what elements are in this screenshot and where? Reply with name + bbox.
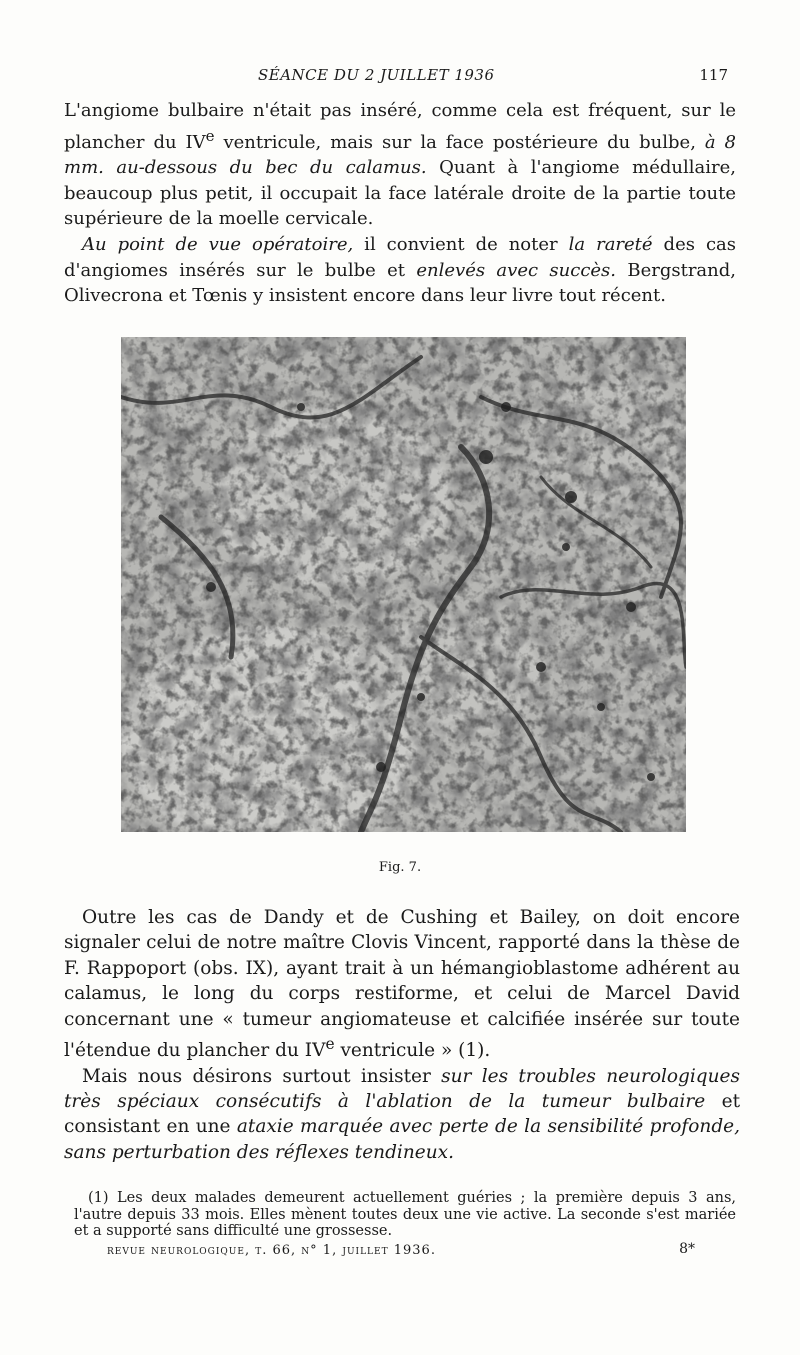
text-run: il convient de noter: [353, 233, 569, 255]
text-run: ventricule, mais sur la face postérieure du bulbe,: [214, 131, 705, 153]
micrograph-figure: [121, 337, 686, 832]
signature-mark: 8*: [679, 1241, 695, 1257]
micrograph-image: [121, 337, 686, 832]
running-title: SÉANCE DU 2 JUILLET 1936: [258, 66, 495, 84]
body-text-top: [64, 98, 736, 309]
text-run: et consistant en une: [64, 1091, 740, 1138]
body-text-bottom: [64, 905, 740, 1165]
text-run: L'angiome bulbaire n'était pas inséré, comme cela est fréquent, sur le plancher du IV: [64, 100, 736, 153]
text-run: Mais nous désirons surtout insister: [82, 1065, 442, 1087]
page-number: 117: [699, 66, 728, 84]
italic-run: la rareté: [568, 233, 653, 255]
superscript: e: [325, 1035, 335, 1054]
italic-run: Au point de vue opératoire,: [82, 233, 354, 255]
running-header: [0, 66, 800, 86]
text-run: Bergstrand, Olivecrona et Tœnis y insistent encore dans leur livre tout récent.: [64, 259, 736, 307]
italic-run: enlevés avec succès.: [416, 259, 617, 281]
italic-run: ataxie marquée avec perte de la sensibilité profonde, sans perturbation des réflexes tendineux.: [64, 1116, 740, 1163]
figure-caption: Fig. 7.: [378, 860, 422, 875]
page-footer: [107, 1241, 707, 1263]
text-run: des cas d'angiomes insérés sur le bulbe et: [64, 233, 736, 281]
text-run: ventricule » (1).: [334, 1040, 491, 1062]
paragraph-angiome: [64, 98, 736, 232]
footnote: [74, 1190, 736, 1240]
paragraph-cases: [64, 905, 740, 1064]
italic-run: sur les troubles neurologiques très spéciaux consécutifs à l'ablation de la tumeur bulbaire: [64, 1065, 740, 1112]
journal-citation: revue neurologique, t. 66, n° 1, juillet 1936.: [107, 1243, 436, 1258]
italic-run: à 8 mm. au-dessous du bec du calamus.: [64, 131, 736, 179]
text-run: Outre les cas de Dandy et de Cushing et Bailey, on doit encore signaler celui de notre maître Clovis Vincent, rapporté dans la thèse de F. Rappoport (obs. IX), ayant trait à un hémangioblastome adhérent au calamus, le long du corps restiforme, et celui de Marcel David concernant une « tumeur angiomateuse et calcifiée insérée sur toute l'étendue du plancher du IV: [64, 907, 740, 1062]
paragraph-troubles: [64, 1064, 740, 1166]
footnote-text: (1) Les deux malades demeurent actuellement guéries ; la première depuis 3 ans, l'autre depuis 33 mois. Elles mènent toutes deux une vie active. La seconde s'est mariée et a supporté sans difficulté une grossesse.: [74, 1190, 736, 1239]
paragraph-operatoire: [64, 232, 736, 309]
text-run: Quant à l'angiome médullaire, beaucoup plus petit, il occupait la face latérale droite de la partie toute supérieure de la moelle cervicale.: [64, 157, 736, 230]
superscript: e: [205, 126, 215, 145]
